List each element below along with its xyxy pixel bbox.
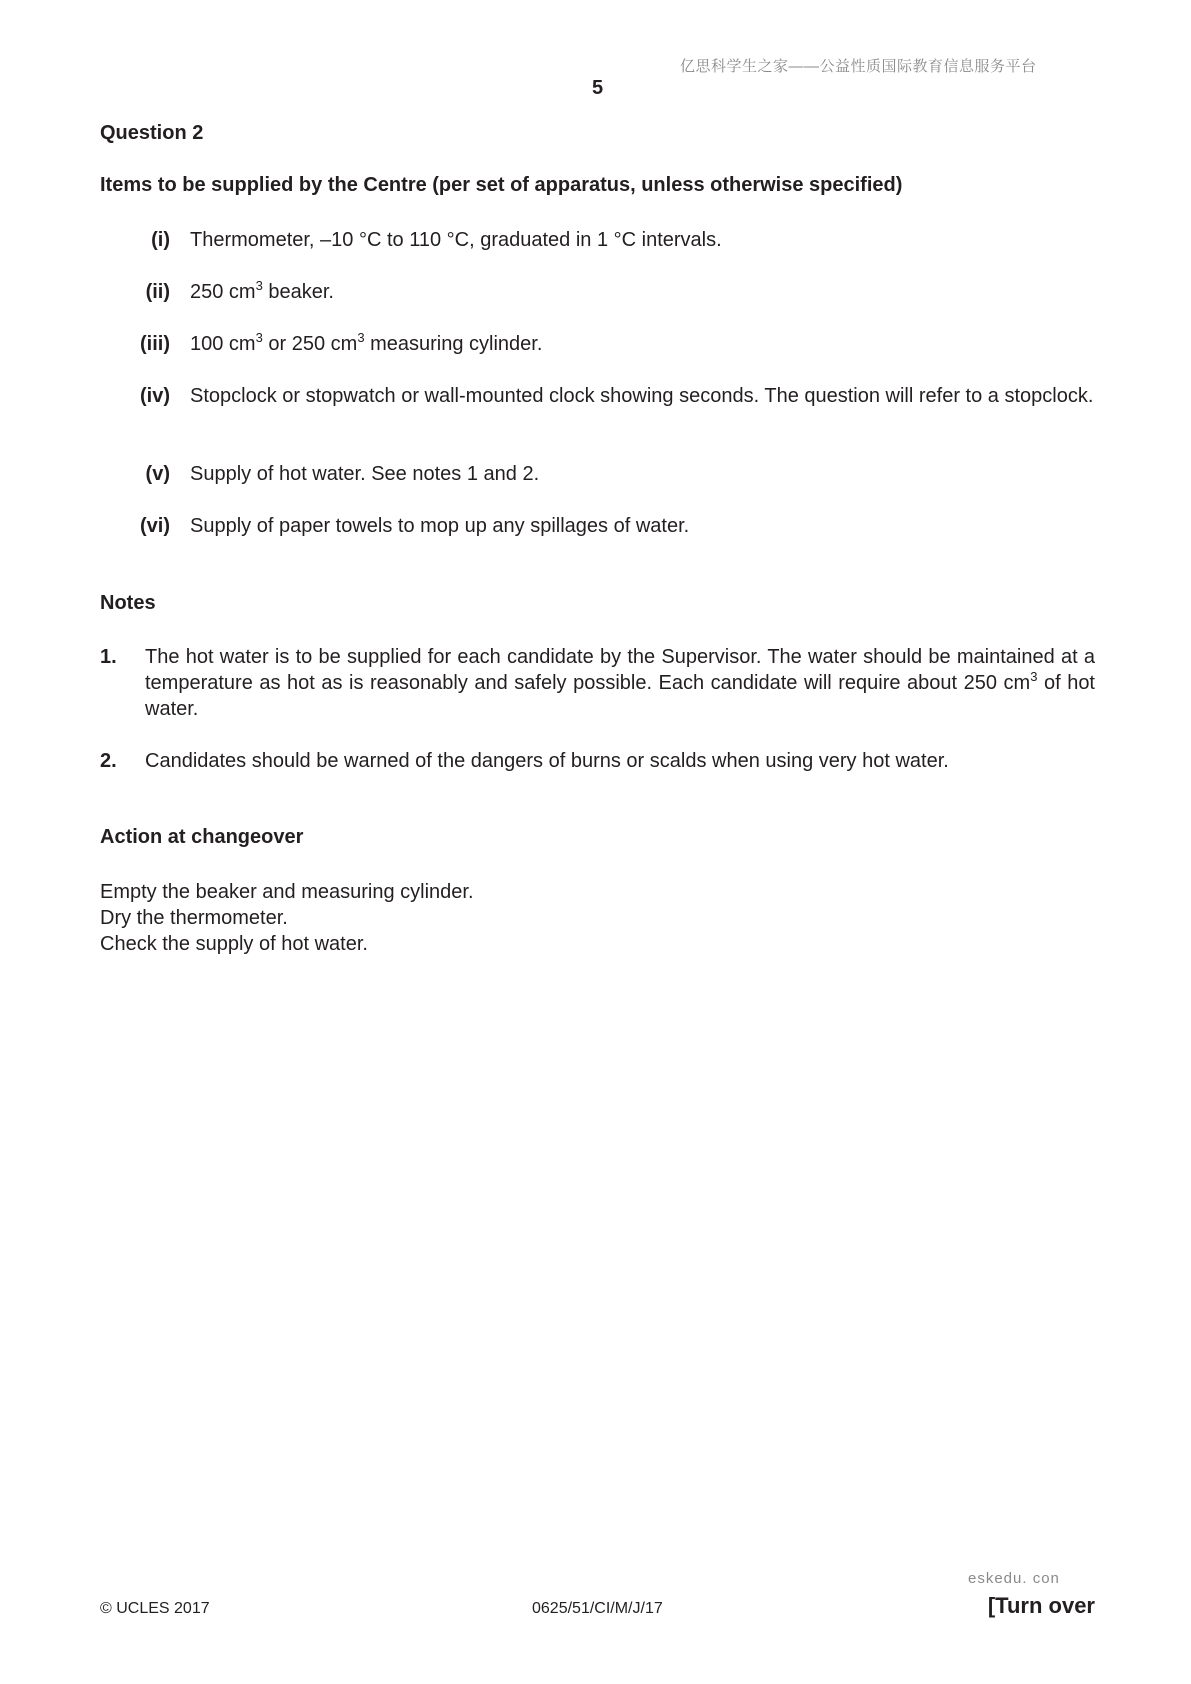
item-label: (iv) [140, 385, 170, 407]
note-text: Candidates should be warned of the dangers of burns or scalds when using very hot water. [145, 750, 949, 772]
note-number: 2. [100, 750, 117, 772]
item-label: (iii) [140, 333, 170, 355]
footer-watermark: eskedu. con [968, 1570, 1060, 1587]
note-2 [100, 748, 1095, 774]
item-text: Thermometer, –10 °C to 110 °C, graduated in 1 °C intervals. [190, 229, 722, 251]
page-number: 5 [592, 77, 604, 99]
item-vi [100, 513, 1095, 539]
item-text: Supply of hot water. See notes 1 and 2. [190, 463, 540, 485]
item-iv [100, 383, 1095, 409]
item-i [100, 227, 1095, 253]
item-label: (vi) [140, 515, 170, 537]
item-text: 100 $cm^3$ or 250 $cm^3$ measuring cylinder. [190, 330, 543, 355]
item-ii [100, 279, 1095, 305]
action-line: Check the supply of hot water. [100, 933, 368, 955]
notes-heading: Notes [100, 592, 156, 614]
item-label: (i) [151, 229, 170, 251]
item-text: Stopclock or stopwatch or wall-mounted clock showing seconds. The question will refer to a stopclock. [190, 385, 1094, 407]
items-heading: Items to be supplied by the Centre (per set of apparatus, unless otherwise specified) [100, 174, 903, 196]
header-watermark: 亿思科学生之家——公益性质国际教育信息服务平台 [680, 58, 1037, 75]
note-number: 1. [100, 646, 117, 668]
question-title: Question 2 [100, 122, 204, 144]
footer-code: 0625/51/CI/M/J/17 [532, 1600, 663, 1617]
item-v [100, 461, 1095, 487]
action-line: Empty the beaker and measuring cylinder. [100, 881, 474, 903]
note-1 [100, 644, 1095, 722]
note-text: The hot water is to be supplied for each candidate by the Supervisor. The water should be maintained at a temperature as hot as is reasonably and safely possible. Each candidate will require about 250 $cm^3$ of hot water. [145, 646, 1095, 720]
action-heading: Action at changeover [100, 826, 304, 848]
item-text: 250 $cm^3$ beaker. [190, 278, 334, 303]
footer-copyright: © UCLES 2017 [100, 1600, 210, 1617]
action-line: Dry the thermometer. [100, 907, 288, 929]
item-label: (v) [145, 463, 170, 485]
turn-over: [Turn over [987, 1593, 1095, 1618]
item-text: Supply of paper towels to mop up any spillages of water. [190, 515, 690, 537]
item-iii [100, 331, 1095, 357]
item-label: (ii) [145, 281, 170, 303]
action-list [100, 879, 474, 957]
